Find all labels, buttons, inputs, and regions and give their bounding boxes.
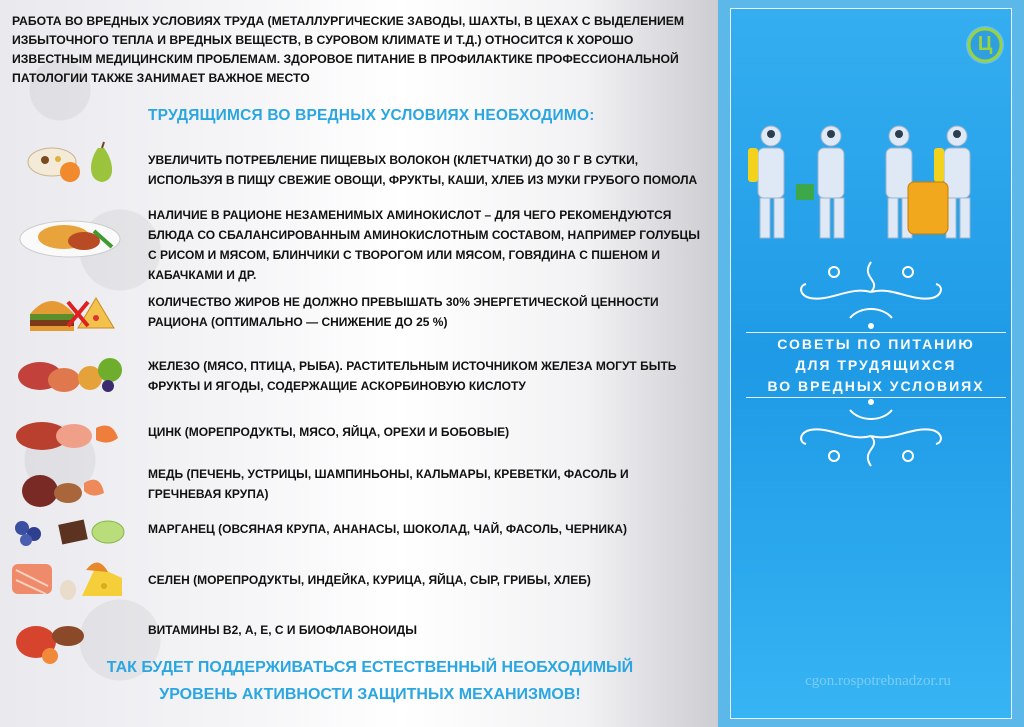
list-item: МЕДЬ (ПЕЧЕНЬ, УСТРИЦЫ, ШАМПИНЬОНЫ, КАЛЬМАРЫ, КРЕВЕТКИ, ФАСОЛЬ И ГРЕЧНЕВАЯ КРУПА) (148, 467, 629, 501)
intro-text: РАБОТА ВО ВРЕДНЫХ УСЛОВИЯХ ТРУДА (МЕТАЛЛУРГИЧЕСКИЕ ЗАВОДЫ, ШАХТЫ, В ЦЕХАХ С ВЫДЕЛЕНИЕМ ИЗБЫТОЧНОГО ТЕПЛА И ВРЕДНЫХ ВЕЩЕСТВ, В СУРОВОМ КЛИМАТЕ И Т.Д.) ОТНОСИТСЯ К ХОРОШО ИЗВЕСТНЫМ МЕДИЦИНСКИМ ПРОБЛЕМАМ. ЗДОРОВОЕ ПИТАНИЕ В ПРОФИЛАКТИКЕ ПРОФЕССИОНАЛЬНОЙ ПАТОЛОГИИ ТАКЖЕ ЗАНИМАЕТ ВАЖНОЕ МЕСТО (12, 14, 685, 85)
list-item: МАРГАНЕЦ (ОВСЯНАЯ КРУПА, АНАНАСЫ, ШОКОЛАД, ЧАЙ, ФАСОЛЬ, ЧЕРНИКА) (148, 522, 628, 536)
list-item: НАЛИЧИЕ В РАЦИОНЕ НЕЗАМЕНИМЫХ АМИНОКИСЛОТ – ДЛЯ ЧЕГО РЕКОМЕНДУЮТСЯ БЛЮДА СО СБАЛАНСИРОВАННЫМ АМИНОКИСЛОТНЫМ СОСТАВОМ, НАПРИМЕР ГОЛУБЦЫ С РИСОМ И МЯСОМ, БЛИНЧИКИ С ТВОРОГОМ ИЛИ МЯСОМ, ГОВЯДИНА С ПШЕНОМ И КАБАЧКАМИ И ДР. (148, 208, 700, 282)
list-item: КОЛИЧЕСТВО ЖИРОВ НЕ ДОЛЖНО ПРЕВЫШАТЬ 30% ЭНЕРГЕТИЧЕСКОЙ ЦЕННОСТИ РАЦИОНА (ОПТИМАЛЬНО — СНИЖЕНИЕ ДО 25 %) (148, 295, 659, 329)
panel-title-line: ДЛЯ ТРУДЯЩИХСЯ (795, 357, 957, 373)
logo-icon (964, 24, 1006, 66)
meat-fruit-icon (12, 350, 130, 396)
workers-illustration (748, 108, 998, 244)
panel-title-line: СОВЕТЫ ПО ПИТАНИЮ (777, 336, 975, 352)
blueberry-chocolate-tea-icon (12, 508, 130, 554)
list-item: СЕЛЕН (МОРЕПРОДУКТЫ, ИНДЕЙКА, КУРИЦА, ЯЙЦА, СЫР, ГРИБЫ, ХЛЕБ) (148, 573, 591, 587)
panel-title-line: ВО ВРЕДНЫХ УСЛОВИЯХ (767, 378, 985, 394)
meat-dish-icon (12, 213, 130, 259)
divider (746, 332, 1006, 333)
side-panel (718, 0, 1024, 727)
list-item: ВИТАМИНЫ В2, А, Е, С И БИОФЛАВОНОИДЫ (148, 623, 417, 637)
list-item: ЦИНК (МОРЕПРОДУКТЫ, МЯСО, ЯЙЦА, ОРЕХИ И БОБОВЫЕ) (148, 425, 510, 439)
fast-food-crossed-icon (12, 288, 130, 334)
fish-cheese-egg-icon (12, 556, 130, 602)
panel-title (744, 334, 1008, 397)
list-item: УВЕЛИЧИТЬ ПОТРЕБЛЕНИЕ ПИЩЕВЫХ ВОЛОКОН (КЛЕТЧАТКИ) ДО 30 Г В СУТКИ, ИСПОЛЬЗУЯ В ПИЩУ СВЕЖИЕ ОВОЩИ, ФРУКТЫ, КАШИ, ХЛЕБ ИЗ МУКИ ГРУБОГО ПОМОЛА (148, 153, 698, 187)
logo-letter: Ц (977, 33, 993, 55)
seafood-meat-icon (12, 410, 130, 456)
ornament-bottom (790, 398, 952, 470)
site-watermark: cgon.rospotrebnadzor.ru (805, 673, 951, 689)
liver-shrimp-icon (12, 465, 130, 511)
fruit-porridge-icon (12, 140, 130, 186)
ornament-top (790, 258, 952, 330)
list-item: ЖЕЛЕЗО (МЯСО, ПТИЦА, РЫБА). РАСТИТЕЛЬНЫМ ИСТОЧНИКОМ ЖЕЛЕЗА МОГУТ БЫТЬ ФРУКТЫ И ЯГОДЫ, СОДЕРЖАЩИЕ АСКОРБИНОВУЮ КИСЛОТУ (148, 359, 677, 393)
closing-statement: ТАК БУДЕТ ПОДДЕРЖИВАТЬСЯ ЕСТЕСТВЕННЫЙ НЕОБХОДИМЫЙ УРОВЕНЬ АКТИВНОСТИ ЗАЩИТНЫХ МЕХАНИЗМОВ! (106, 659, 634, 703)
section-heading: ТРУДЯЩИМСЯ ВО ВРЕДНЫХ УСЛОВИЯХ НЕОБХОДИМО: (148, 107, 595, 124)
